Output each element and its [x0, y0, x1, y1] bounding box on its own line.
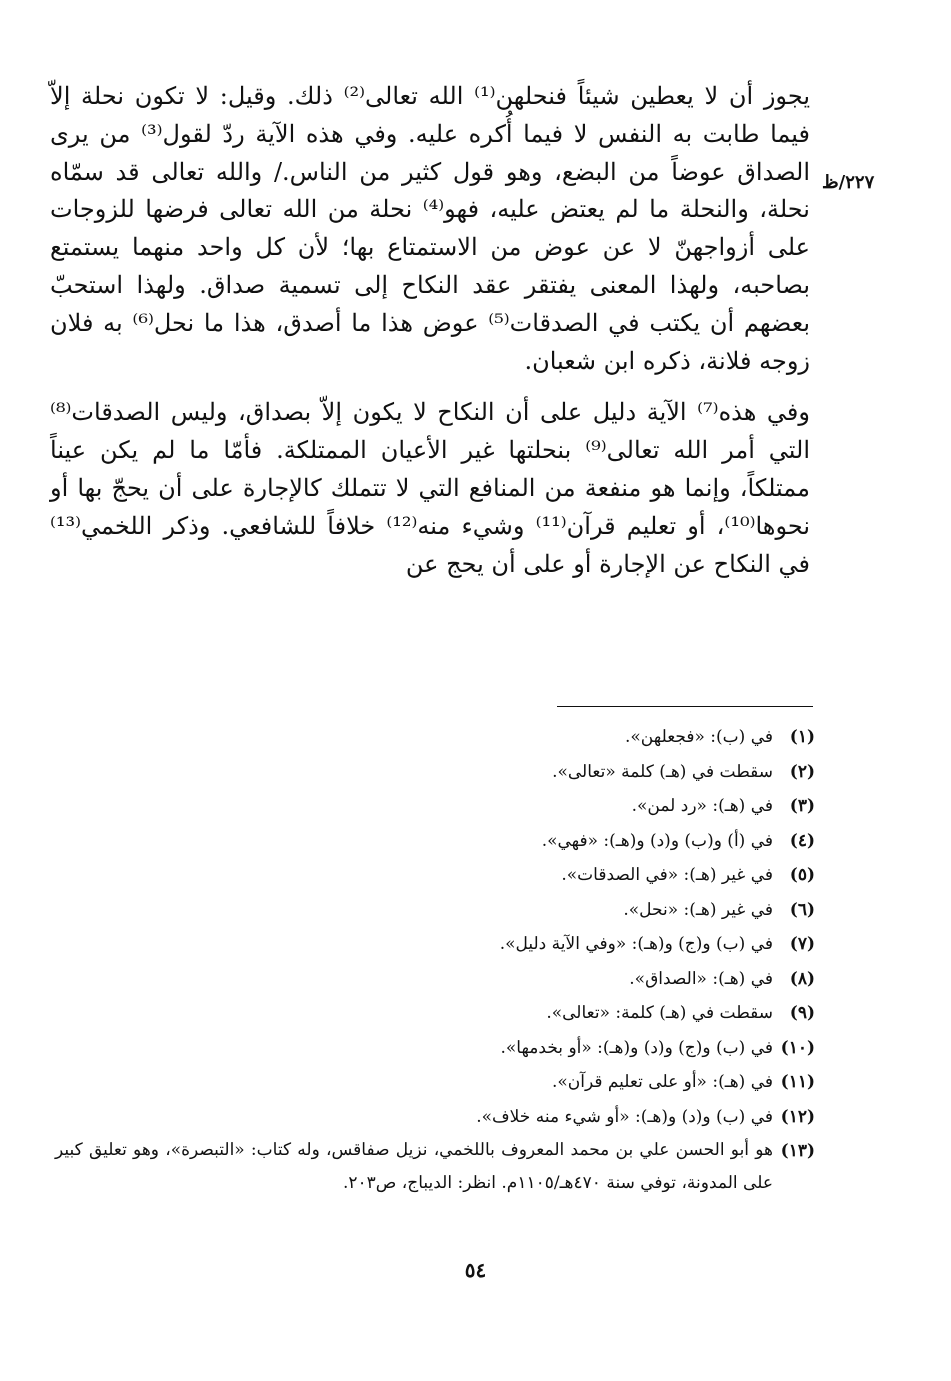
footnote-number: (٢) [789, 761, 815, 782]
footnote-number: (٣) [789, 796, 815, 816]
footnote-text: في (هـ): «أو على تعليم قرآن». [551, 1072, 773, 1092]
footnote-13 [55, 1134, 815, 1200]
footnote-number: (١١) [780, 1072, 815, 1092]
footnote-5 [55, 858, 815, 893]
footnote-3 [55, 789, 815, 824]
footnote-number: (٨) [789, 968, 815, 989]
footnote-text: في (ب) و(د) و(هـ): «أو شيء منه خلاف». [476, 1106, 773, 1127]
footnote-text: في (هـ): «رد لمن». [631, 796, 773, 816]
footnote-1 [55, 720, 815, 755]
footnote-number: (١٢) [780, 1106, 815, 1127]
footnote-text: في غير (هـ): «نحل». [623, 899, 773, 920]
footnote-12 [55, 1100, 815, 1135]
footnote-text: في (ب) و(ج) و(د) و(هـ): «أو بخدمها». [500, 1037, 773, 1058]
paragraph-2: وفي هذه⁽⁷⁾ الآية دليل على أن النكاح لا يكون إلاّ بصداق، وليس الصدقات⁽⁸⁾ التي أمر الله تعالى⁽⁹⁾ بنحلتها غير الأعيان الممتلكة. فأمّا ما لم يكن عيناً ممتلكاً، وإنما هو منفعة من المنافع التي لا تتملك كالإجارة على أن يحجّ بها أو نحوها⁽¹⁰⁾، أو تعليم قرآن⁽¹¹⁾ وشيء منه⁽¹²⁾ خلافاً للشافعي. وذكر اللخمي⁽¹³⁾ في النكاح عن الإجارة أو على أن يحج عن [50, 398, 811, 578]
footnote-10 [55, 1031, 815, 1066]
footnote-9 [55, 996, 815, 1031]
footnote-2 [55, 755, 815, 790]
paragraph-1: يجوز أن لا يعطين شيئاً فنحلهن⁽¹⁾ الله تعالى⁽²⁾ ذلك. وقيل: لا تكون نحلة إلاّ فيما طابت به النفس لا فيما أُكره عليه. وفي هذه الآية ردّ لقول⁽³⁾ من يرى الصداق عوضاً من البضع، وهو قول كثير من الناس./ والله تعالى قد سمّاه نحلة، والنحلة ما لم يعتض عليه، فهو⁽⁴⁾ نحلة من الله تعالى فرضها للزوجات على أزواجهنّ لا عن عوض من الاستمتاع بها؛ لأن كل واحد منهما يستمتع بصاحبه، ولهذا المعنى يفتقر عقد النكاح إلى تسمية صداق. ولهذا استحبّ بعضهم أن يكتب في الصدقات⁽⁵⁾ عوض هذا ما أصدق، هذا ما نحل⁽⁶⁾ به فلان زوجه فلانة، ذكره ابن شعبان. [50, 82, 811, 375]
footnotes [55, 720, 815, 1200]
footnote-number: (١) [789, 727, 815, 747]
footnote-text: هو أبو الحسن علي بن محمد المعروف باللخمي، نزيل صفاقس، وله كتاب: «التبصرة»، وهو تعليق كبير على المدونة، توفي سنة ٤٧٠هـ/١١٠٥م. انظر: الديباج، ص٢٠٣. [55, 1140, 773, 1193]
footnote-text: سقطت في (هـ) كلمة: «تعالى». [546, 1003, 773, 1023]
footnote-text: في (هـ): «الصداق». [629, 968, 773, 989]
main-text [50, 78, 810, 583]
footnote-number: (٥) [789, 865, 815, 885]
footnote-11 [55, 1065, 815, 1100]
footnote-8 [55, 962, 815, 997]
footnote-number: (١٠) [780, 1037, 815, 1058]
footnote-number: (٧) [789, 934, 815, 954]
footnote-number: (٦) [789, 899, 815, 920]
footnote-text: في غير (هـ): «في الصدقات». [561, 865, 773, 885]
footnote-4 [55, 824, 815, 859]
footnote-text: في (أ) و(ب) و(د) و(هـ): «فهي». [541, 830, 773, 851]
page-number: ٥٤ [464, 1258, 487, 1282]
footnote-number: (١٣) [780, 1141, 815, 1161]
manuscript-folio-marker: ٢٢٧/ظ [822, 172, 875, 193]
footnote-number: (٤) [789, 830, 815, 851]
footnote-separator [557, 706, 813, 707]
footnote-text: في (ب) و(ج) و(هـ): «وفي الآية دليل». [499, 934, 773, 954]
footnote-6 [55, 893, 815, 928]
footnote-number: (٩) [789, 1003, 815, 1023]
footnote-text: سقطت في (هـ) كلمة «تعالى». [552, 761, 773, 782]
footnote-7 [55, 927, 815, 962]
footnote-text: في (ب): «فجعلهن». [624, 727, 773, 747]
